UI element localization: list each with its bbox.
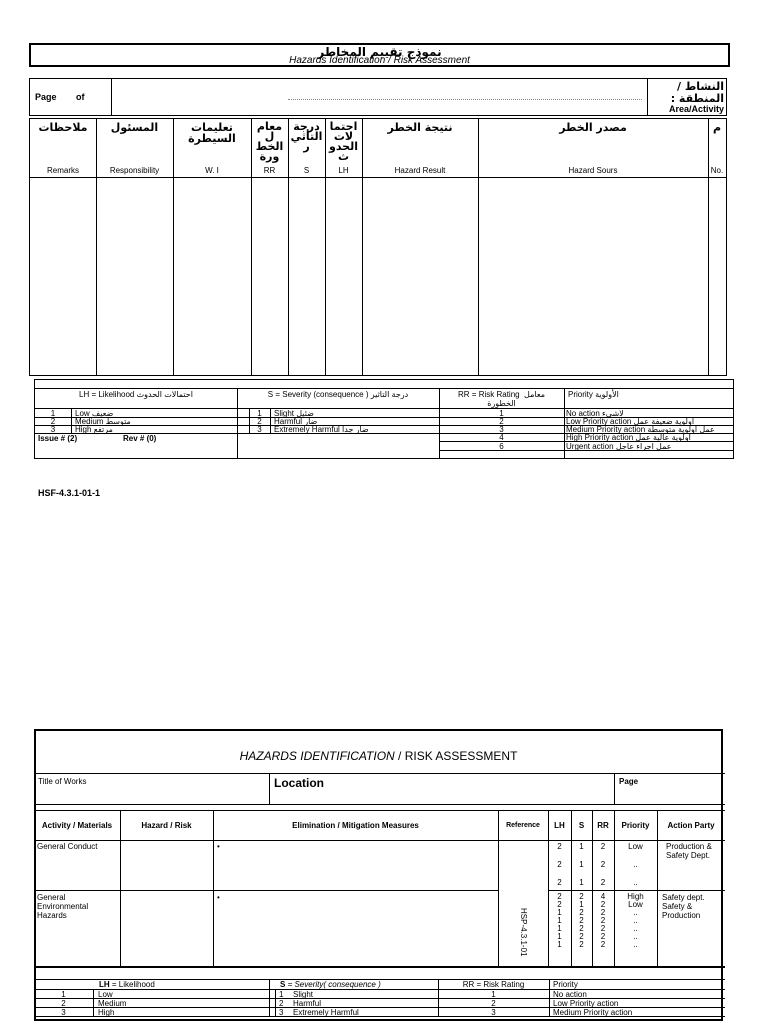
legend1-s-n: 1 [257,409,262,418]
legend1-priority-item: Medium Priority action عمل اولوية متوسطة [566,425,715,434]
col-lh-ar: احتما لات الحدو ث [328,120,359,163]
form1-main-table [29,118,727,376]
legend2-s-n: 3 [279,1008,284,1017]
hdr-s: S [578,821,585,830]
col-no-ar: م [712,121,722,134]
legend2-lh-label: Low [98,990,113,999]
form1-title-ar: نموذج تقييم المخاطر [317,45,442,59]
form2-info-row [34,773,725,805]
legend2-s-label: Extremely Harmful [293,1008,359,1017]
hdr-reference: Reference [506,822,540,829]
legend1-priority-head: Priority الأولوية [568,390,619,399]
row1-rr: 2 [600,842,606,851]
col-lh-en: LH [338,166,349,175]
col-rr-ar: معام ل الخط ورة [255,120,284,163]
row2-s: 2 [579,908,584,917]
hdr-action-party: Action Party [667,821,715,830]
col-responsibility-ar: المسئول [110,121,159,134]
reference-code: HSP-4.3.1-01 [519,908,528,957]
legend1-rr-head: RR = Risk Rating معامل الخطورة [458,390,545,408]
legend1-lh-label: Low ضعيف [75,409,114,418]
row2-rr: 4 [600,892,606,901]
form1-activity-ar: النشاط / المنطقة : [670,80,724,105]
row2-priority: .. [633,916,638,925]
row2-lh: 2 [557,892,562,901]
row2-priority: .. [633,924,638,933]
legend2-s-head-bold: S [280,980,286,989]
legend2-s-n: 2 [279,999,284,1008]
legend2-s-label: Harmful [293,999,322,1008]
form2-title-rest: / RISK ASSESSMENT [394,749,518,763]
legend2-lh-head [99,980,155,989]
row2-s: 2 [579,940,584,949]
row1-rr: 2 [600,860,606,869]
legend1-rr-value: 6 [499,442,504,451]
col-no-en: No. [710,166,724,175]
legend2-rr-value: 2 [491,999,496,1008]
row2-lh: 1 [557,916,562,925]
row2-lh: 1 [557,924,562,933]
legend2-rr-value: 3 [491,1008,496,1017]
legend2-lh-label: High [98,1008,115,1017]
form1-page-label: Page [35,92,57,102]
row1-priority: .. [633,878,638,887]
legend2-s-head-rest: = Severity( consequence ) [285,980,381,989]
row2-rr: 2 [600,940,606,949]
row2-bullet: • [217,893,220,902]
row1-priority: Low [628,842,643,851]
form2-title-italic: HAZARDS IDENTIFICATION [239,749,395,763]
legend2-lh-label: Medium [98,999,127,1008]
col-hazard-result-en: Hazard Result [394,166,446,175]
col-wi-en: W. I [205,166,219,175]
legend1-s-n: 2 [257,417,262,426]
legend1-s-head: S = Severity (consequence ) درجة التاثير [267,390,409,399]
form1-area-box [29,78,727,116]
row2-priority: High [627,892,644,901]
row2-rr-col [592,893,614,949]
row1-lh: 2 [557,860,562,869]
legend2-priority-item: No action [553,990,587,999]
legend1-lh-n: 1 [50,409,56,418]
row2-party: Safety dept. Safety & Production [662,893,705,920]
legend1-lh-n: 3 [50,425,56,434]
legend1-lh-label: Medium متوسط [75,417,131,426]
col-wi-ar: تعليمات السيطرة [188,121,236,145]
col-hazard-result-ar: نتيجة الخطر [387,121,453,134]
form1-activity-en: Area/Activity [668,104,724,114]
row2-s: 2 [579,916,584,925]
legend2-lh-head-rest: = Likelihood [109,980,155,989]
hdr-priority: Priority [621,821,650,830]
row1-s: 1 [579,878,584,887]
legend1-priority-item: High Priority action اولوية عالية عمل [566,433,691,442]
row2-priority: .. [633,932,638,941]
legend2-rr-value: 1 [491,990,496,999]
row1-activity: General Conduct [37,842,98,851]
page-label: Page [619,777,639,786]
hdr-lh: LH [554,821,565,830]
row2-s: 2 [579,892,584,901]
row2-activity: General Environmental Hazards [37,893,89,920]
form1-of-label: of [76,92,85,102]
col-remarks-ar: ملاحظات [38,121,88,134]
row1-lh: 2 [557,842,562,851]
row1-priority: .. [633,860,638,869]
row1-rr: 2 [600,878,606,887]
legend1-lh-label: High مرتفع [75,425,113,434]
form1-area-field[interactable] [288,99,642,100]
form1-title-en: Hazards Identification / Risk Assessment [289,55,470,66]
form1-title-box [29,43,730,67]
col-hazard-source-ar: مصدر الخطر [559,121,627,134]
row2-priority-col [614,893,657,949]
col-s-ar: درجة التأثي ر [290,120,323,153]
legend1-rr-value: 1 [499,409,504,418]
row1-party: Production & Safety Dept. [666,842,712,860]
form2-main-table [34,810,725,968]
row2-lh: 1 [557,932,562,941]
legend1-rr-value: 4 [499,433,504,442]
row1-bullet: • [217,842,220,851]
row2-rr: 2 [600,908,606,917]
row2-lh: 1 [557,940,562,949]
legend1-priority-item: Low Priority action اولوية ضعيفة عمل [566,417,695,426]
legend1-rev: Rev # (0) [123,434,157,443]
col-responsibility-en: Responsibility [109,166,160,175]
legend1-lh-n: 2 [50,417,56,426]
row1-s: 1 [579,860,584,869]
hdr-rr: RR [597,821,609,830]
legend1-issue: Issue # (2) [38,434,78,443]
col-s-en: S [303,166,310,175]
row2-s: 1 [579,900,584,909]
row2-lh: 2 [557,900,562,909]
legend2-priority-item: Low Priority action [553,999,619,1008]
row2-rr: 2 [600,900,606,909]
row2-priority: Low [628,900,643,909]
form2-title [36,750,721,762]
row2-priority: .. [633,940,638,949]
legend1-lh-head: LH = Likelihood احتمالات الحدوث [79,390,193,399]
legend1-s-label: Extremely Harmful ضار جدا [274,425,369,434]
location-label: Location [274,776,324,790]
row2-lh-col [548,893,571,949]
legend1-s-label: Harmful ضار [274,417,318,426]
legend2-lh-head-bold: LH [99,980,110,989]
row2-rr: 2 [600,932,606,941]
legend2-priority-item: Medium Priority action [553,1008,633,1017]
legend2-s-head [280,980,381,989]
form2-legend [34,979,725,1021]
legend1-priority-item: Urgent action عمل اجراء عاجل [566,442,672,451]
title-of-works-label: Title of Works [38,777,87,786]
legend2-lh-n: 2 [61,999,66,1008]
form1-code: HSF-4.3.1-01-1 [38,488,101,498]
hdr-activity: Activity / Materials [41,821,113,830]
row2-priority: .. [633,908,638,917]
row2-rr: 2 [600,916,606,925]
legend1-rr-value: 3 [499,425,504,434]
form1-legend [34,379,734,459]
legend2-priority-head: Priority [553,980,578,989]
legend2-lh-n: 1 [61,990,66,999]
row2-s: 2 [579,932,584,941]
hdr-hazard: Hazard / Risk [141,821,192,830]
row1-s: 1 [579,842,584,851]
legend2-lh-n: 3 [61,1008,66,1017]
legend2-rr-head: RR = Risk Rating [462,980,525,989]
legend2-s-n: 1 [279,990,284,999]
row2-s-col [571,893,592,949]
hdr-mitigation: Elimination / Mitigation Measures [292,821,419,830]
row1-lh: 2 [557,878,562,887]
row2-lh: 1 [557,908,562,917]
legend2-s-label: Slight [293,990,314,999]
legend1-priority-item: No action لاشيء [566,409,624,418]
legend1-rr-value: 2 [499,417,504,426]
row2-rr: 2 [600,924,606,933]
col-remarks-en: Remarks [46,166,79,175]
col-hazard-source-en: Hazard Sours [568,166,618,175]
legend1-s-n: 3 [257,425,262,434]
col-rr-en: RR [263,166,276,175]
row2-s: 2 [579,924,584,933]
legend1-s-label: Slight ضئيل [274,409,314,418]
